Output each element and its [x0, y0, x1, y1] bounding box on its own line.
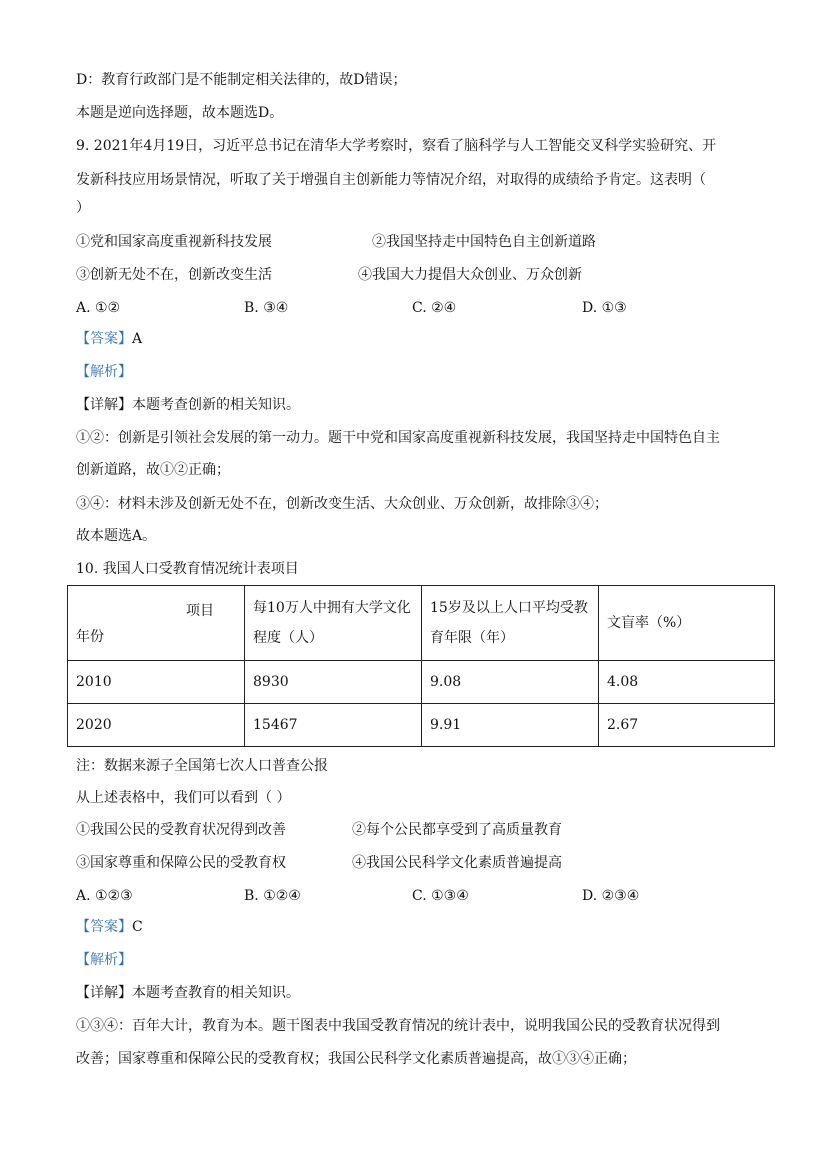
table-row	[68, 661, 775, 704]
analysis-tag: 【解析】	[76, 952, 132, 968]
education-stats-table	[67, 585, 775, 747]
corner-bottom-label: 年份	[76, 629, 104, 645]
detail-line: 【详解】本题考查教育的相关知识。	[76, 985, 300, 1001]
choice-c: C. ①③④	[412, 888, 469, 904]
table-cell: 8930	[245, 661, 422, 704]
statement-4: ④我国公民科学文化素质普遍提高	[352, 855, 562, 871]
analysis-tag: 【解析】	[76, 364, 132, 380]
table-header-row	[68, 586, 775, 661]
table-note: 注：数据来源子全国第七次人口普查公报	[76, 758, 328, 774]
table-cell: 4.08	[599, 661, 775, 704]
answer-value: A	[132, 331, 143, 347]
table-cell: 2020	[68, 704, 245, 747]
choice-d: D. ②③④	[582, 888, 640, 904]
explanation-line: ①②：创新是引领社会发展的第一动力。题干中党和国家高度重视新科技发展，我国坚持走中国特色自主	[76, 430, 720, 446]
table-cell: 9.91	[422, 704, 599, 747]
corner-cell	[68, 586, 245, 661]
table-cell: 15467	[245, 704, 422, 747]
statement-4: ④我国大力提倡大众创业、万众创新	[358, 267, 582, 283]
explanation-line: ①③④：百年大计，教育为本。题干图表中我国受教育情况的统计表中，说明我国公民的受教育状况得到	[76, 1018, 720, 1034]
statement-3: ③国家尊重和保障公民的受教育权	[76, 855, 286, 871]
text-line: 本题是逆向选择题，故本题选D。	[76, 105, 284, 121]
choice-c: C. ②④	[412, 300, 457, 316]
answer-line	[76, 329, 142, 349]
explanation-line: 改善；国家尊重和保障公民的受教育权；我国公民科学文化素质普遍提高，故①③④正确；	[76, 1051, 636, 1067]
explanation-line: ③④：材料未涉及创新无处不在，创新改变生活、大众创业、万众创新，故排除③④；	[76, 496, 608, 512]
table-cell: 2010	[68, 661, 245, 704]
table-cell: 2.67	[599, 704, 775, 747]
column-header: 每10万人中拥有大学文化程度（人）	[245, 586, 422, 661]
statement-1: ①我国公民的受教育状况得到改善	[76, 822, 286, 838]
choice-a: A. ①②	[76, 300, 121, 316]
column-header: 15岁及以上人口平均受教育年限（年）	[422, 586, 599, 661]
choice-b: B. ①②④	[244, 888, 301, 904]
table-cell: 9.08	[422, 661, 599, 704]
choice-d: D. ①③	[582, 300, 627, 316]
question-10-stem: 从上述表格中，我们可以看到（ ）	[76, 790, 291, 806]
question-9-stem: 发新科技应用场景情况，听取了关于增强自主创新能力等情况介绍，对取得的成绩给予肯定。这表明（	[76, 172, 706, 188]
answer-tag: 【答案】	[76, 331, 132, 347]
question-9-stem: 9. 2021年4月19日，习近平总书记在清华大学考察时，察看了脑科学与人工智能交叉科学实验研究、开	[76, 138, 717, 154]
question-10-title: 10. 我国人口受教育情况统计表项目	[76, 561, 299, 577]
answer-value: C	[132, 919, 143, 935]
answer-tag: 【答案】	[76, 919, 132, 935]
explanation-line: 创新道路，故①②正确；	[76, 462, 230, 478]
choice-a: A. ①②③	[76, 888, 133, 904]
explanation-line: 故本题选A。	[76, 528, 157, 544]
detail-line: 【详解】本题考查创新的相关知识。	[76, 397, 300, 413]
statement-1: ①党和国家高度重视新科技发展	[76, 234, 272, 250]
statement-2: ②我国坚持走中国特色自主创新道路	[372, 234, 596, 250]
statement-2: ②每个公民都享受到了高质量教育	[352, 822, 562, 838]
text-line: D：教育行政部门是不能制定相关法律的，故D错误；	[76, 72, 407, 88]
choice-b: B. ③④	[244, 300, 289, 316]
column-header: 文盲率（%）	[599, 586, 775, 661]
question-9-stem: ）	[76, 200, 90, 216]
table-row	[68, 704, 775, 747]
corner-top-label: 项目	[186, 603, 214, 619]
answer-line	[76, 917, 143, 937]
statement-3: ③创新无处不在，创新改变生活	[76, 267, 272, 283]
